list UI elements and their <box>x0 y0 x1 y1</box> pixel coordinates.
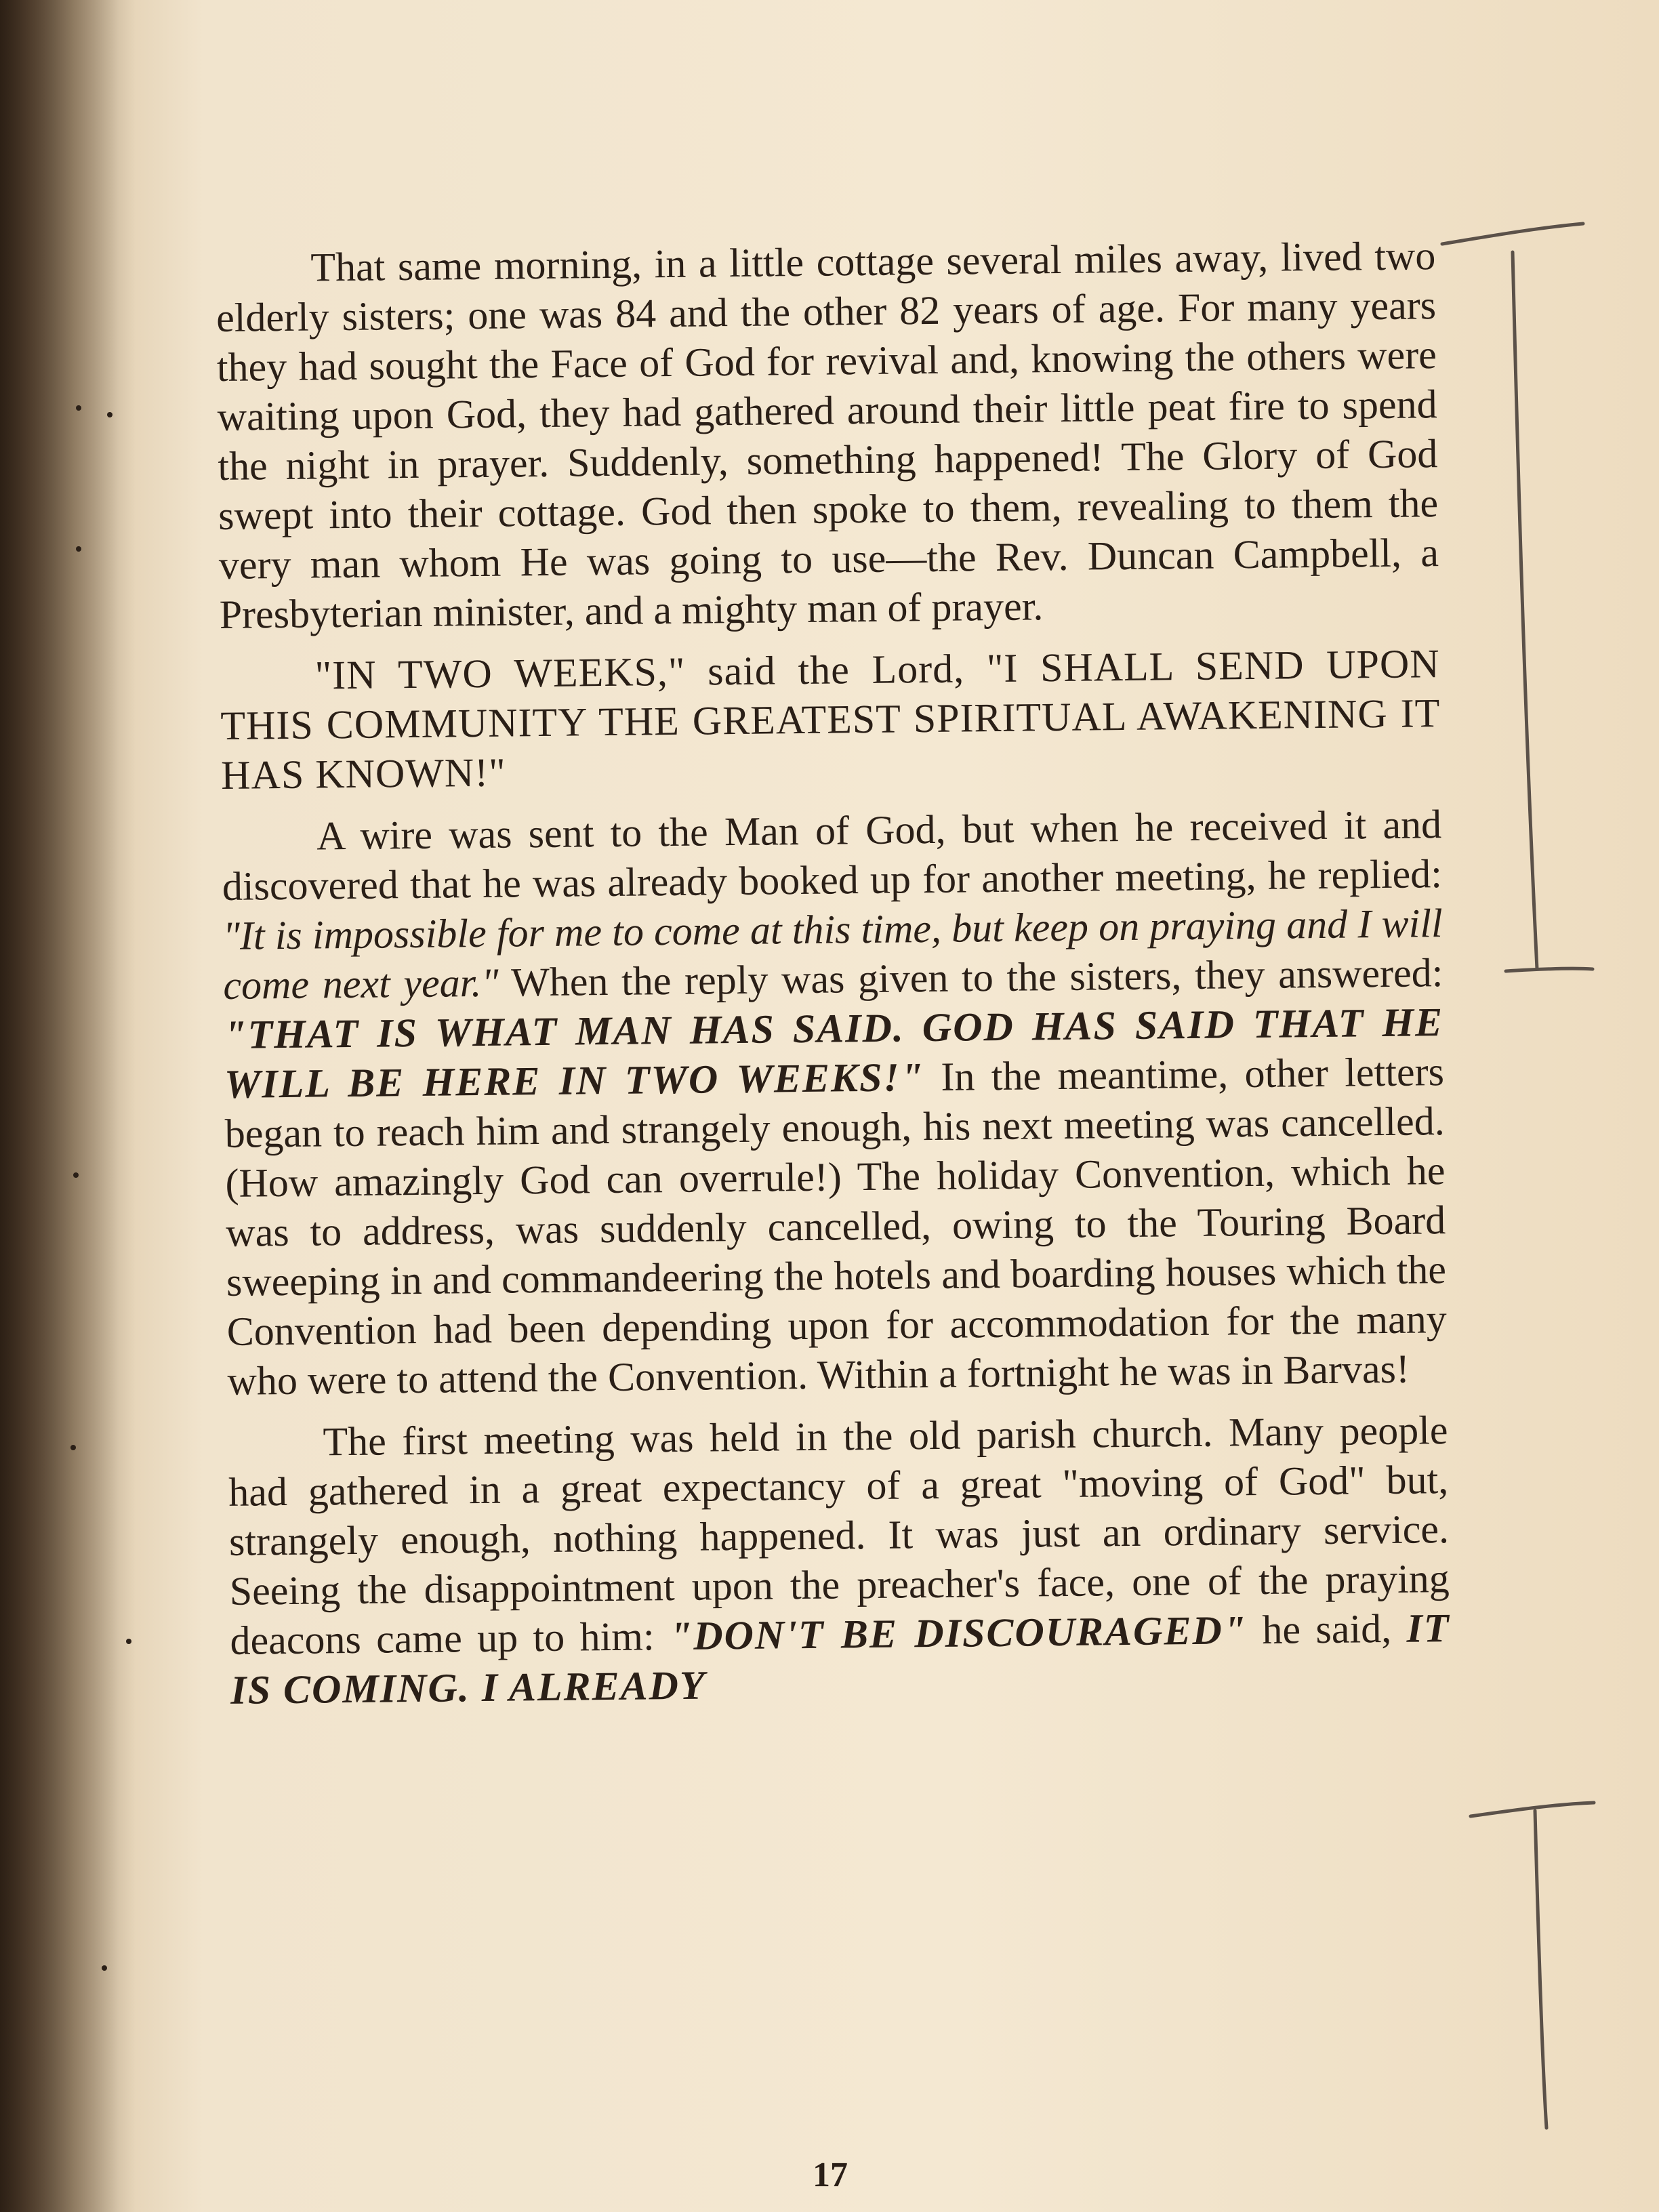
margin-dot <box>107 412 112 417</box>
margin-dot <box>73 1172 79 1178</box>
said-the-lord: said the Lord, <box>685 646 987 694</box>
wire-narrative: A wire was sent to the Man of God, but when he received it and discovered that he was already booked up for another meeting, he replied: <box>222 802 1443 909</box>
bracket-top-bar <box>1442 224 1583 244</box>
quote-i-shall-send: "I SHALL SEND UPON THIS COMMUNITY THE GREATEST SPIRITUAL AWAKENING IT HAS KNOWN!" <box>220 641 1441 798</box>
quote-what-man-has-said: "THAT IS WHAT MAN HAS SAID. GOD HAS SAID THAT HE WILL BE HERE IN TWO WEEKS!" <box>223 1000 1444 1107</box>
paragraph-3 <box>222 800 1448 1406</box>
pencil-bracket-top <box>1442 224 1593 971</box>
bracket-vertical-2 <box>1535 1811 1547 2128</box>
bracket-bottom-bar <box>1506 968 1593 971</box>
quote-dont-be-discouraged: "DON'T BE DISCOURAGED" <box>669 1607 1248 1659</box>
page-text <box>216 231 1451 1727</box>
quote-it-is-coming: IT IS COMING. I ALREADY <box>230 1605 1450 1713</box>
margin-dot <box>102 1965 107 1971</box>
paragraph-1: That same morning, in a little cottage several miles away, lived two elderly sisters; one was 84 and the other 82 years of age. For many years they had sought the Face of God for revival and, knowing the others were waiting upon God, they had gathered around their little peat fire to spend the night in prayer. Suddenly, something happened! The Glory of God swept into their cottage. God then spoke to them, revealing to them the very man whom He was going to use—the Rev. Duncan Campbell, a Presbyterian minister, and a mighty man of prayer. <box>216 233 1439 637</box>
pencil-bracket-bottom <box>1471 1803 1594 2128</box>
margin-dot <box>70 1445 76 1450</box>
quote-impossible: "It is impossible for me to come at this time, but keep on praying and I will come next year." <box>222 901 1443 1008</box>
paragraph-2 <box>220 639 1441 800</box>
first-meeting-narrative: The first meeting was held in the old parish church. Many people had gathered in a great expectancy of a great "moving of God" but, strangely enough, nothing happened. It was just an ordinary service. Seeing the disappointment upon the preacher's face, one of the praying deacons came up to him: <box>228 1408 1450 1663</box>
bracket-top-bar-2 <box>1471 1803 1594 1816</box>
paragraph-4 <box>228 1406 1450 1715</box>
quote-in-two-weeks: "IN TWO WEEKS," <box>314 649 686 698</box>
margin-dot <box>126 1639 131 1644</box>
meantime-narrative: In the meantime, other letters began to reach him and strangely enough, his next meeting was cancelled. (How amazingly God can overrule!) The holiday Convention, which he was to address, was suddenly cancelled, owing to the Touring Board sweeping in and commandeering the hotels and boarding houses which the Convention had been depending upon for accommodation for the many who were to attend the Convention. Within a fortnight he was in Barvas! <box>224 1049 1448 1404</box>
he-said: he said, <box>1246 1605 1407 1653</box>
page-number: 17 <box>813 2156 848 2194</box>
margin-dot <box>76 405 81 411</box>
margin-dot <box>76 546 81 552</box>
bracket-vertical <box>1513 252 1537 969</box>
reply-narrative: When the reply was given to the sisters, they answered: <box>498 950 1443 1005</box>
